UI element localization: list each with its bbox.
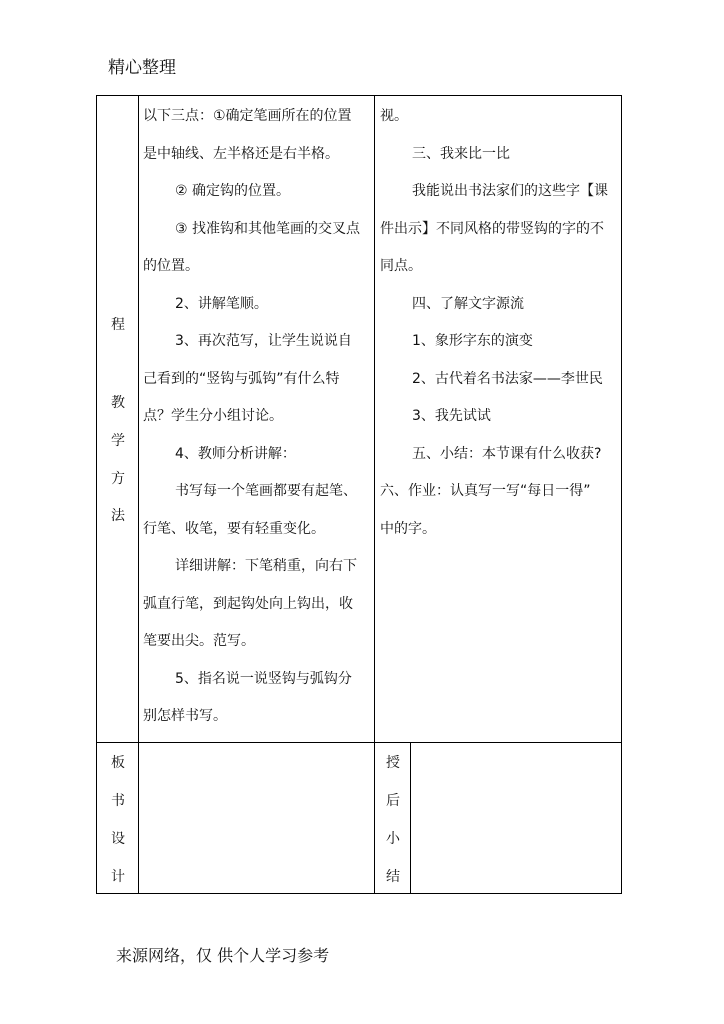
label-char-jiao: 教 bbox=[111, 395, 125, 411]
text-line: 3、我先试试 bbox=[412, 408, 491, 424]
summary-label-char-hou: 后 bbox=[386, 793, 400, 809]
text-line: 2、古代着名书法家——李世民 bbox=[412, 370, 603, 387]
board-label-char-shu: 书 bbox=[111, 793, 125, 809]
board-label-char-she: 设 bbox=[111, 831, 125, 847]
text-line: 我能说出书法家们的这些字【课 bbox=[412, 183, 608, 199]
text-line: 的位置。 bbox=[143, 258, 199, 274]
text-line: 六、作业：认真写一写“每日一得” bbox=[380, 483, 591, 499]
text-line: 同点。 bbox=[380, 258, 422, 274]
text-line: ③ 找准钩和其他笔画的交叉点 bbox=[175, 220, 361, 237]
text-line: 详细讲解：下笔稍重，向右下 bbox=[175, 558, 357, 574]
text-line: 笔要出尖。范写。 bbox=[143, 633, 255, 649]
text-line: 4、教师分析讲解： bbox=[175, 445, 296, 462]
source-footer-note: 来源网络，仅 供个人学习参考 bbox=[116, 946, 330, 965]
label-char-fang: 方 bbox=[111, 471, 125, 487]
label-char-cheng: 程 bbox=[111, 317, 125, 333]
label-char-xue: 学 bbox=[111, 433, 125, 449]
text-line: 1、象形字东的演变 bbox=[412, 333, 533, 349]
row-divider bbox=[97, 742, 621, 743]
label-char-fa: 法 bbox=[111, 508, 125, 524]
text-line: 件出示】不同风格的带竖钩的字的不 bbox=[380, 220, 604, 237]
text-line: 四、了解文字源流 bbox=[412, 295, 524, 312]
activity-text bbox=[380, 98, 618, 548]
col-divider-left bbox=[138, 96, 139, 894]
col-divider-middle bbox=[374, 96, 375, 894]
summary-label-char-xiao: 小 bbox=[386, 831, 400, 847]
board-label-char-ban: 板 bbox=[111, 755, 125, 771]
page-header-title: 精心整理 bbox=[108, 58, 176, 78]
text-line: 五、小结：本节课有什么收获? bbox=[412, 445, 602, 462]
text-line: 弧直行笔，到起钩处向上钩出，收 bbox=[143, 595, 353, 612]
text-line: 视。 bbox=[380, 108, 408, 124]
teaching-process-text bbox=[143, 98, 371, 736]
text-line: 三、我来比一比 bbox=[412, 145, 510, 162]
text-line: 点？学生分小组讨论。 bbox=[143, 408, 283, 424]
summary-label-char-jie: 结 bbox=[386, 869, 400, 885]
text-line: 己看到的“竖钩与弧钩”有什么特 bbox=[143, 370, 340, 387]
text-line: 是中轴线、左半格还是右半格。 bbox=[143, 145, 339, 162]
text-line: 别怎样书写。 bbox=[143, 708, 227, 724]
text-line: 2、讲解笔顺。 bbox=[175, 295, 268, 312]
lesson-plan-table bbox=[96, 95, 622, 894]
text-line: 3、再次范写，让学生说说自 bbox=[175, 333, 352, 349]
text-line: 行笔、收笔，要有轻重变化。 bbox=[143, 520, 325, 537]
text-line: 中的字。 bbox=[380, 520, 436, 537]
text-line: 5、指名说一说竖钩与弧钩分 bbox=[175, 670, 352, 687]
board-label-char-ji: 计 bbox=[111, 869, 125, 885]
text-line: 书写每一个笔画都要有起笔、 bbox=[175, 483, 357, 499]
text-line: ② 确定钩的位置。 bbox=[175, 183, 291, 199]
text-line: 以下三点：①确定笔画所在的位置 bbox=[143, 108, 352, 124]
summary-label-char-shou: 授 bbox=[386, 755, 400, 771]
